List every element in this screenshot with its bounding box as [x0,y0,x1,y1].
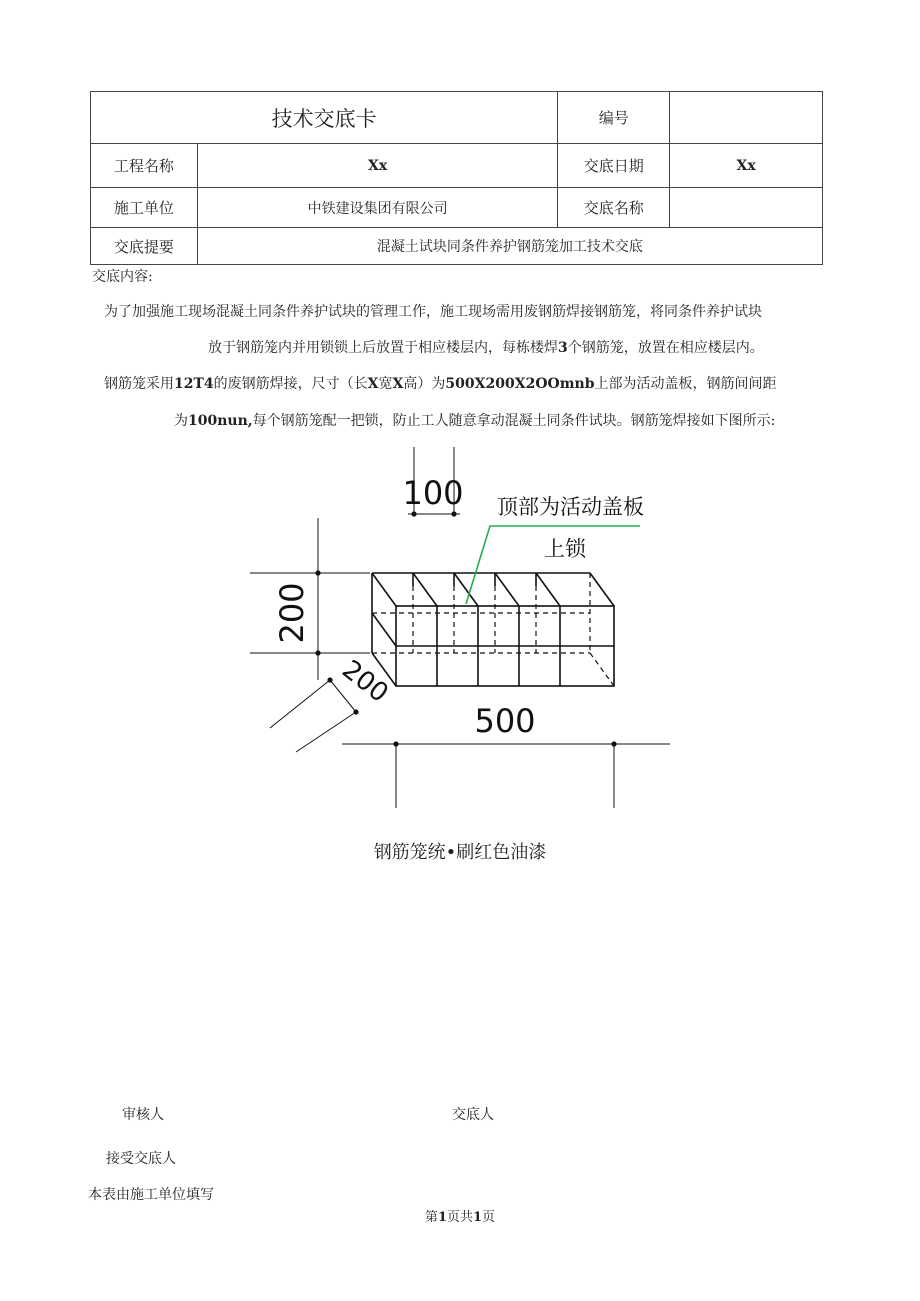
times-symbol-2: X [392,376,404,392]
page-text-a: 第 [424,1210,438,1225]
content-line-2-text-a: 放于钢筋笼内并用锁锁上后放置于相应楼层内，每栋楼焊 [208,340,558,356]
topic-name-label: 交底名称 [558,188,670,228]
page-text-c: 页 [482,1210,496,1225]
content-paragraph-line-3 [104,373,777,393]
contractor-value: 中铁建设集团有限公司 [197,188,557,228]
content-line-4-text-b: 每个钢筋笼配一把锁，防止工人随意拿动混凝土同条件试块。钢筋笼焊接如下图所示: [252,413,776,429]
date-label: 交底日期 [558,144,670,188]
disclosure-header-table [90,91,823,265]
dim-label-width: 200 [336,654,394,709]
content-line-4-text-a: 为 [174,413,188,429]
content-line-3-text-b: 的废钢筋焊接，尺寸（长 [213,376,368,392]
number-label: 编号 [558,92,670,144]
note-line-1: 顶部为活动盖板 [497,495,644,519]
content-paragraph-line-4 [174,410,775,430]
content-label: 交底内容: [92,269,153,285]
content-line-3-text-e: 上部为活动盖板，钢筋间间距 [594,376,777,392]
content-line-1-text: 为了加强施工现场混凝土同条件养护试块的管理工作，施工现场需用废钢筋焊接钢筋笼，将同条件养护试块 [104,304,762,320]
document-title: 技术交底卡 [91,92,558,144]
rebar-spacing: 100nun, [188,413,253,429]
reviewer-label: 审核人 [122,1107,164,1123]
drawing-caption: 钢筋笼统•刷红色油漆 [373,842,547,863]
rebar-cage-drawing [240,440,680,820]
content-line-3-text-d: 高）为 [403,376,446,392]
number-value [670,92,823,144]
contractor-label: 施工单位 [91,188,198,228]
content-line-3-text-a: 钢筋笼采用 [104,376,174,392]
cage-outline [372,573,614,686]
topic-name-value [670,188,823,228]
dim-label-height: 200 [273,582,311,644]
cage-dimensions: 500X200X2OOmnb [445,376,595,392]
footnote: 本表由施工单位填写 [88,1187,214,1203]
rebar-spec: 12T4 [174,376,214,392]
content-paragraph-line-1 [104,301,762,321]
summary-value: 混凝土试块同条件养护钢筋笼加工技术交底 [197,228,822,265]
dim-label-length: 500 [474,702,536,740]
note-line-2: 上锁 [544,537,586,561]
content-line-2-text-b: 个钢筋笼，放置在相应楼层内。 [567,340,764,356]
page-number: 1 [437,1210,447,1225]
times-symbol-1: X [367,376,379,392]
cage-count: 3 [558,340,568,356]
page-indicator [0,1206,920,1225]
project-name-value: Xx [197,144,557,188]
page-total: 1 [473,1210,483,1225]
presenter-label: 交底人 [452,1107,494,1123]
receiver-label: 接受交底人 [106,1151,176,1167]
date-value: Xx [670,144,823,188]
content-line-3-text-c: 宽 [378,376,393,392]
project-name-label: 工程名称 [91,144,198,188]
summary-label: 交底提要 [91,228,198,265]
content-paragraph-line-2 [208,337,764,357]
hidden-edges [372,573,614,686]
page-text-b: 页共 [446,1210,473,1225]
dim-label-top: 100 [402,474,464,512]
